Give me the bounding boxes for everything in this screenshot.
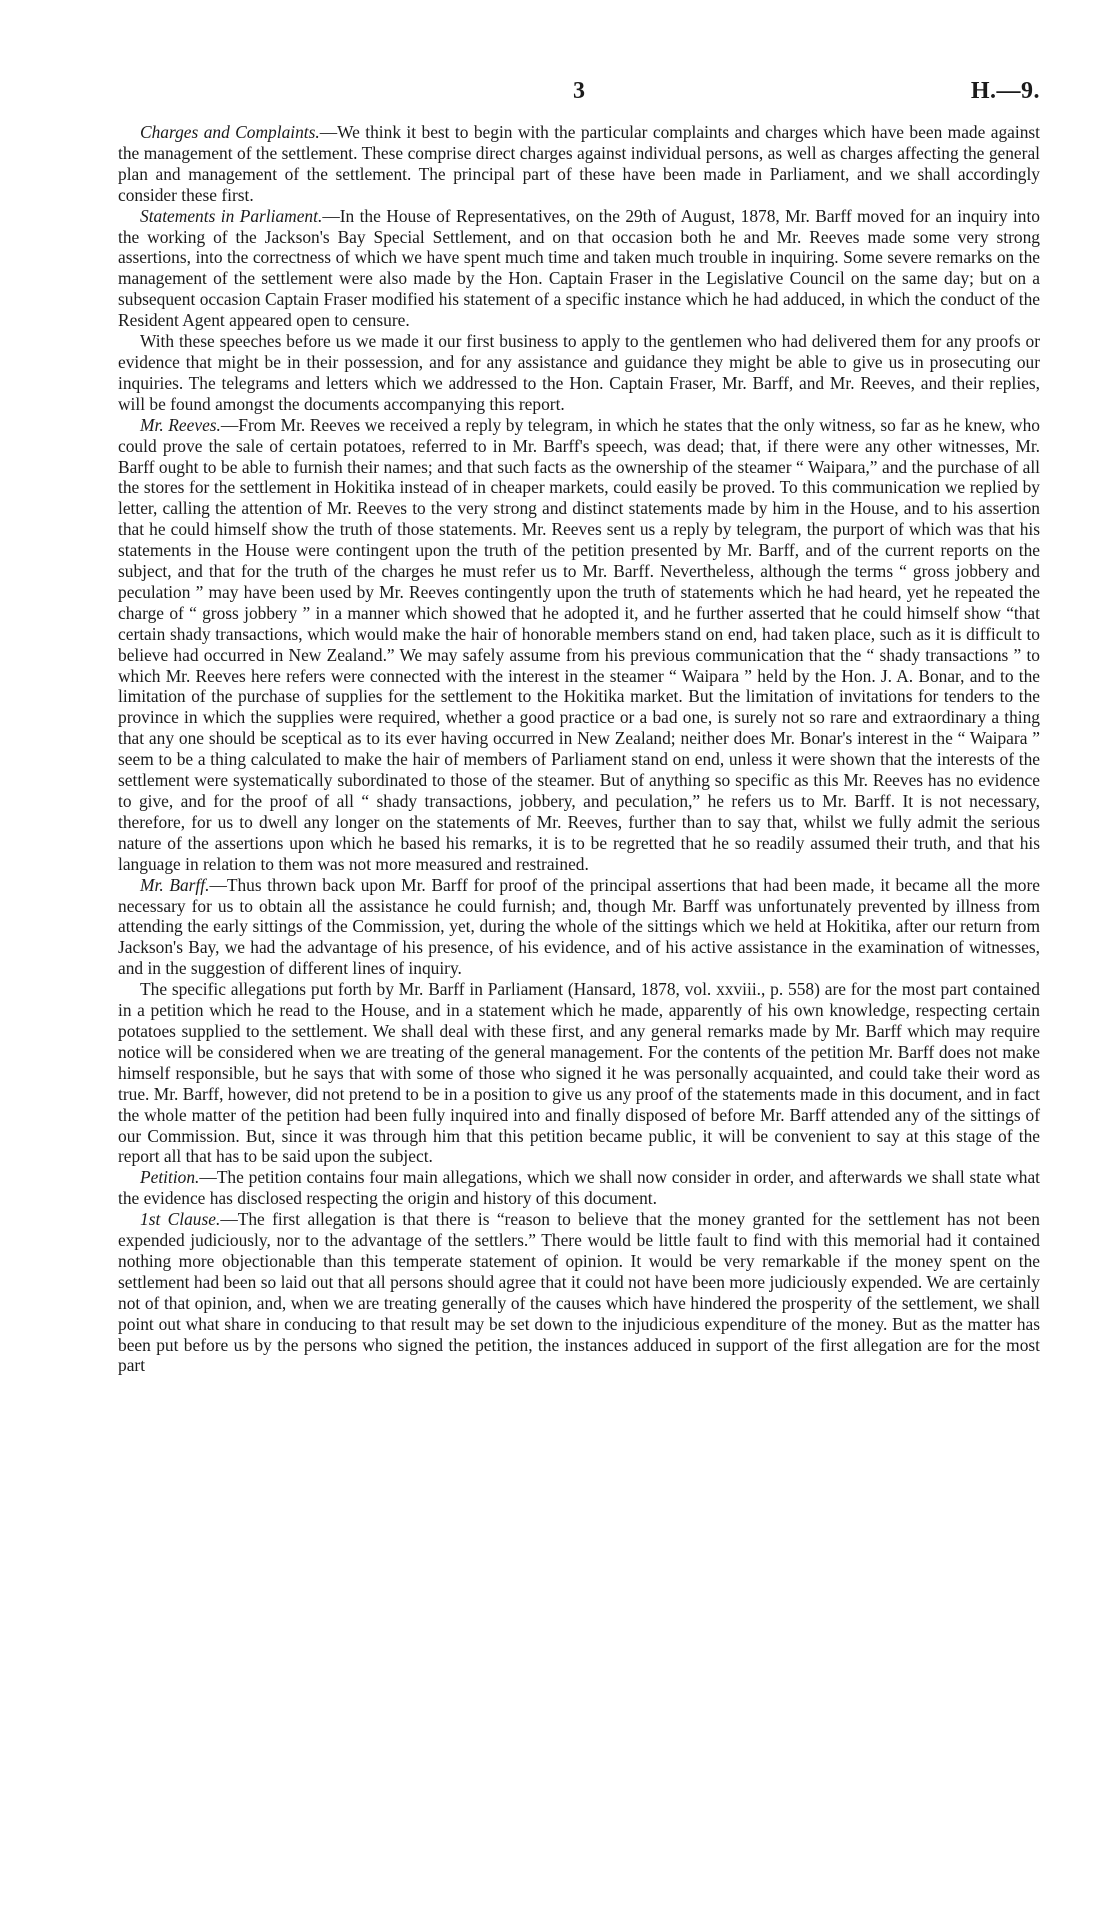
paragraph-charges-and-complaints bbox=[118, 122, 1040, 206]
paragraph-heading: Statements in Parliament. bbox=[140, 205, 323, 226]
paragraph-specific-allegations bbox=[118, 979, 1040, 1167]
paragraph-statements-in-parliament bbox=[118, 206, 1040, 331]
paragraph-mr-barff bbox=[118, 875, 1040, 980]
paragraph-heading: Charges and Complaints. bbox=[140, 122, 320, 142]
body-text bbox=[118, 122, 1040, 1376]
paragraph-speeches bbox=[118, 331, 1040, 415]
paragraph-text: —Thus thrown back upon Mr. Barff for proof of the principal assertions that had been made, it became all the more necessary for us to obtain all the assistance he could furnish; and, though Mr. Barff was unfortunately prevented by illness from attending the early sittings of the Commission, yet, during the whole of the sittings which we held at Hokitika, after our return from Jackson's Bay, we had the advantage of his presence, of his evidence, and of his active assistance in the examination of witnesses, and in the suggestion of different lines of inquiry. bbox=[118, 874, 1040, 979]
paragraph-heading: Mr. Reeves. bbox=[140, 414, 221, 435]
paragraph-first-clause bbox=[118, 1209, 1040, 1376]
paragraph-heading: Mr. Barff. bbox=[140, 874, 210, 895]
page-number: 3 bbox=[573, 78, 585, 104]
document-page bbox=[118, 78, 1040, 1376]
paragraph-text: —From Mr. Reeves we received a reply by telegram, in which he states that the only witness, so far as he knew, who could prove the sale of certain potatoes, referred to in Mr. Barff's speech, was dead; that, if there were any other witnesses, Mr. Barff ought to be able to furnish their names; and that such facts as the ownership of the steamer “ Waipara,” and the purchase of all the stores for the settlement in Hokitika instead of in cheaper markets, could easily be proved. To this communication we replied by letter, calling the attention of Mr. Reeves to the very strong and distinct statements made by him in the House, and to his assertion that he could himself show the truth of those statements. Mr. Reeves sent us a reply by telegram, the purport of which was that his statements in the House were contingent upon the truth of the petition presented by Mr. Barff, and of the current reports on the subject, and that for the truth of the charges he must refer us to Mr. Barff. Nevertheless, although the terms “ gross jobbery and peculation ” may have been used by Mr. Reeves contingently upon the truth of statements which he had heard, yet he repeated the charge of “ gross jobbery ” in a manner which showed that he adopted it, and he further asserted that he could himself show “that certain shady transactions, which would make the hair of honorable members stand on end, had taken place, such as it is difficult to believe had occurred in New Zealand.” We may safely assume from his previous communication that the “ shady transactions ” to which Mr. Reeves here refers were connected with the interest in the steamer “ Waipara ” held by the Hon. J. A. Bonar, and to the limitation of the purchase of supplies for the settlement to the Hokitika market. But the limitation of invitations for tenders to the province in which the supplies were required, whether a good practice or a bad one, is surely not so rare and extraordinary a thing that any one should be sceptical as to its ever having occurred in New Zealand; neither does Mr. Bonar's interest in the “ Waipara ” seem to be a thing calculated to make the hair of members of Parliament stand on end, unless it were shown that the interests of the settlement were systematically subordinated to those of the steamer. But of anything so specific as this Mr. Reeves has no evidence to give, and for the proof of all “ shady transactions, jobbery, and peculation,” he refers us to Mr. Barff. It is not necessary, therefore, for us to dwell any longer on the statements of Mr. Reeves, further than to say that, whilst we fully admit the serious nature of the assertions upon which he based his remarks, it is to be regretted that he so readily assumed their truth, and that his language in relation to them was not more measured and restrained. bbox=[118, 414, 1040, 874]
paragraph-text: —In the House of Representatives, on the 29th of August, 1878, Mr. Barff moved for an inquiry into the working of the Jackson's Bay Special Settlement, and on that occasion both he and Mr. Reeves made some very strong assertions, into the correctness of which we have spent much time and taken much trouble in inquiring. Some severe remarks on the management of the settlement were also made by the Hon. Captain Fraser in the Legislative Council on the same day; but on a subsequent occasion Captain Fraser modified his statement of a specific instance which he had adduced, in which the conduct of the Resident Agent appeared open to censure. bbox=[118, 205, 1040, 331]
paragraph-petition bbox=[118, 1167, 1040, 1209]
paragraph-text: —We think it best to begin with the particular complaints and charges which have been made against the management of the settlement. These comprise direct charges against individual persons, as well as charges affecting the general plan and management of the settlement. The principal part of these have been made in Parliament, and we shall accordingly consider these first. bbox=[118, 122, 1040, 205]
page-header bbox=[118, 78, 1040, 122]
paragraph-heading: Petition. bbox=[140, 1167, 200, 1188]
paragraph-text: —The first allegation is that there is “reason to believe that the money granted for the settlement has not been expended judiciously, nor to the advantage of the settlers.” There would be little fault to find with this memorial had it contained nothing more objectionable than this temperate statement of opinion. It would be very remarkable if the money spent on the settlement had been so laid out that all persons should agree that it could not have been more judiciously expended. We are certainly not of that opinion, and, when we are treating generally of the causes which have hindered the prosperity of the settlement, we shall point out what share in conducing to that result may be set down to the injudicious expenditure of the money. But as the matter has been put before us by the persons who signed the petition, the instances adduced in support of the first allegation are for the most part bbox=[118, 1209, 1040, 1376]
paragraph-heading: 1st Clause. bbox=[140, 1209, 221, 1230]
paragraph-mr-reeves bbox=[118, 415, 1040, 875]
paragraph-text: With these speeches before us we made it our first business to apply to the gentlemen who had delivered them for any proofs or evidence that might be in their possession, and for any assistance and guidance they might be able to give us in prosecuting our inquiries. The telegrams and letters which we addressed to the Hon. Captain Fraser, Mr. Barff, and Mr. Reeves, and their replies, will be found amongst the documents accompanying this report. bbox=[118, 331, 1040, 414]
paragraph-text: The specific allegations put forth by Mr. Barff in Parliament (Hansard, 1878, vol. xxviii., p. 558) are for the most part contained in a petition which he read to the House, and in a statement which he made, apparently of his own knowledge, respecting certain potatoes supplied to the settlement. We shall deal with these first, and any general remarks made by Mr. Barff which may require notice will be considered when we are treating of the general management. For the contents of the petition Mr. Barff does not make himself responsible, but he says that with some of those who signed it he was personally acquainted, and could take their word as true. Mr. Barff, however, did not pretend to be in a position to give us any proof of the statements made in this document, and in fact the whole matter of the petition had been fully inquired into and finally disposed of before Mr. Barff attended any of the sittings of our Commission. But, since it was through him that this petition became public, it will be convenient to say at this stage of the report all that has to be said upon the subject. bbox=[118, 979, 1040, 1167]
document-reference: H.—9. bbox=[970, 78, 1040, 104]
paragraph-text: —The petition contains four main allegations, which we shall now consider in order, and afterwards we shall state what the evidence has disclosed respecting the origin and history of this document. bbox=[118, 1167, 1040, 1209]
